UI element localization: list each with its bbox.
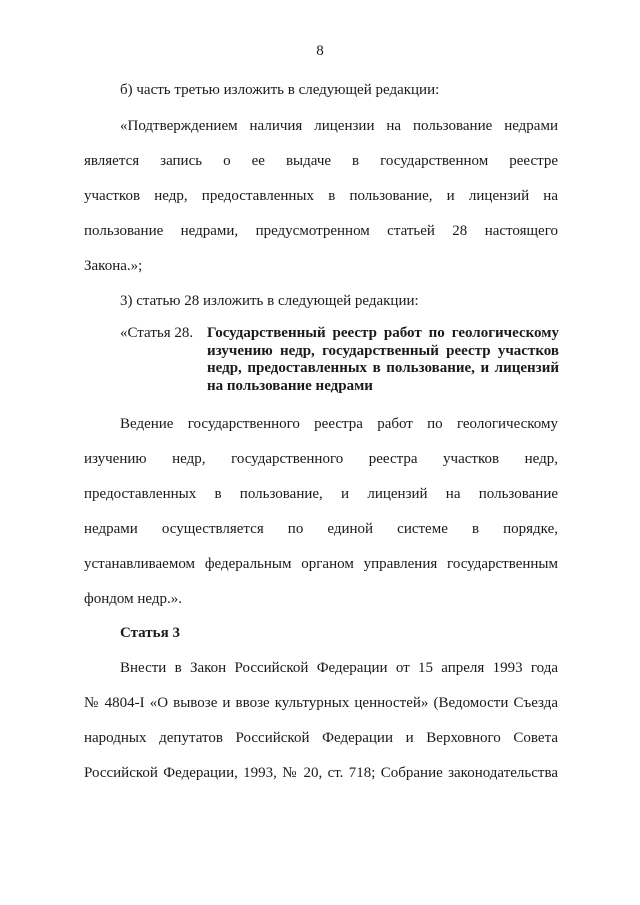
- article-28-title-line: изучению недр, государственный реестр участков: [207, 342, 559, 359]
- quote-line: является запись о ее выдаче в государственном реестре: [84, 153, 558, 169]
- item-b-text: б) часть третью изложить в следующей редакции:: [120, 82, 440, 98]
- quote-line: участков недр, предоставленных в пользование, и лицензий на: [84, 188, 558, 204]
- item-3-text: 3) статью 28 изложить в следующей редакции:: [120, 293, 419, 309]
- article-3-heading: Статья 3: [120, 625, 180, 641]
- quote-line: Закона.»;: [84, 258, 143, 274]
- article-28-title-line: Государственный реестр работ по геологическому: [207, 325, 559, 341]
- article-28-body-line: недрами осуществляется по единой системе в порядке,: [84, 521, 558, 537]
- article-28-prefix: «Статья 28.: [120, 325, 194, 341]
- article-28-body-line: изучению недр, государственного реестра участков недр,: [84, 451, 558, 467]
- article-3-line: Внести в Закон Российской Федерации от 15 апреля 1993 года: [120, 660, 558, 676]
- quote-line: «Подтверждением наличия лицензии на пользование недрами: [120, 118, 558, 134]
- article-3-line: народных депутатов Российской Федерации и Верховного Совета: [84, 730, 558, 746]
- article-3-line: № 4804-I «О вывозе и ввозе культурных ценностей» (Ведомости Съезда: [84, 695, 558, 711]
- article-28-body-line: фондом недр.».: [84, 591, 182, 607]
- article-3-line: Российской Федерации, 1993, № 20, ст. 718; Собрание законодательства: [84, 765, 558, 781]
- quote-line: пользование недрами, предусмотренном статьей 28 настоящего: [84, 223, 558, 239]
- article-28-body-line: Ведение государственного реестра работ по геологическому: [120, 416, 558, 432]
- article-28-title-line: на пользование недрами: [207, 377, 373, 394]
- page-number: 8: [316, 43, 324, 59]
- article-28-title-line: недр, предоставленных в пользование, и лицензий: [207, 360, 559, 376]
- article-28-body-line: устанавливаемом федеральным органом управления государственным: [84, 556, 558, 572]
- article-28-body-line: предоставленных в пользование, и лицензий на пользование: [84, 486, 558, 502]
